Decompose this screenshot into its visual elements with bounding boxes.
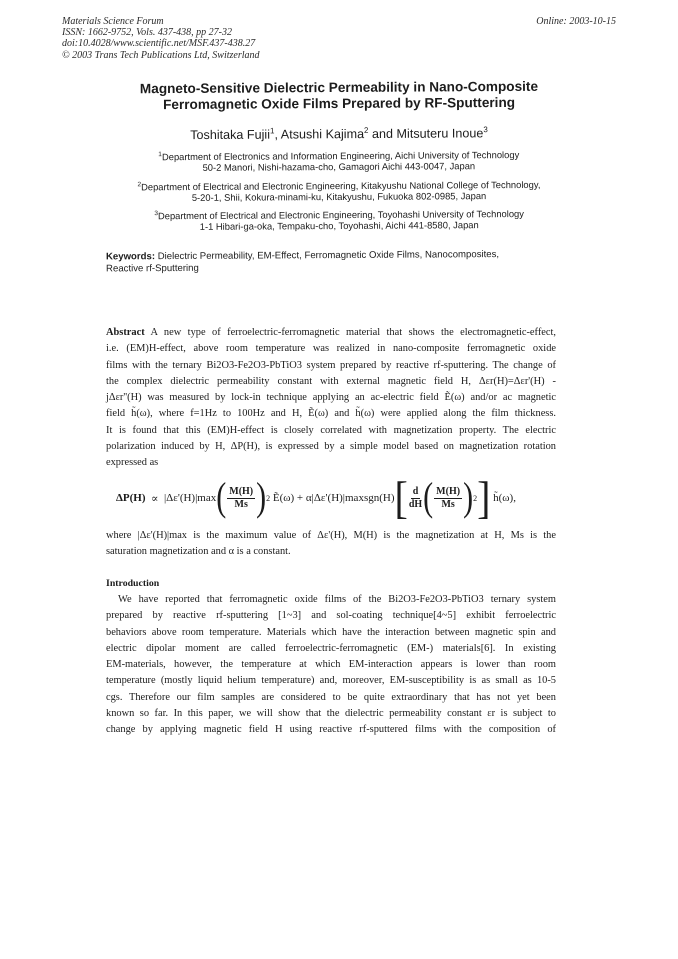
author-separator: and bbox=[368, 126, 397, 142]
paper-title bbox=[60, 78, 618, 112]
author-affil-mark: 2 bbox=[364, 125, 369, 135]
intro-line: change by applying magnetic field H using reactive rf-sputtered films with the composition of bbox=[106, 724, 556, 736]
eq-paren-open: ( bbox=[423, 475, 434, 520]
abstract-line: the complex dielectric permeability constant with external magnetic field H, Δεr(H)=Δεr'(H) - bbox=[106, 375, 556, 387]
eq-paren-close: ) bbox=[463, 475, 474, 520]
eq-bracket-open: [ bbox=[394, 471, 408, 524]
abstract-line: expressed as bbox=[106, 457, 159, 469]
affil-address: 1-1 Hibari-ga-oka, Tempaku-cho, Toyohashi, Aichi 441-8580, Japan bbox=[199, 219, 479, 233]
affil-address: 50-2 Manori, Nishi-hazama-cho, Gamagori Aichi 443-0047, Japan bbox=[202, 160, 476, 174]
affiliation bbox=[60, 205, 618, 233]
intro-line: behaviors above room temperature. Materials which have the interaction between magnetic spin and bbox=[106, 626, 556, 638]
copyright-line: © 2003 Trans Tech Publications Ltd, Switzerland bbox=[62, 49, 260, 61]
intro-line: temperature (mostly liquid helium temperature) and, moreover, EM-susceptibility is as small as 10-5 bbox=[106, 675, 556, 687]
author-name: Toshitaka Fujii bbox=[190, 127, 271, 143]
journal-name: Materials Science Forum bbox=[62, 16, 164, 27]
affiliation bbox=[60, 176, 618, 204]
keywords-label: Keywords: bbox=[105, 251, 156, 263]
eq-efield: Ẽ(ω) + α bbox=[272, 492, 312, 504]
where-line: saturation magnetization and α is a constant. bbox=[106, 546, 291, 558]
author-affil-mark: 1 bbox=[269, 126, 275, 136]
author-list bbox=[60, 124, 618, 143]
eq-paren-close: ) bbox=[256, 475, 267, 520]
eq-frac-num: M(H) bbox=[436, 485, 461, 497]
publication-info bbox=[62, 16, 260, 61]
equation-explanation bbox=[106, 528, 556, 561]
abstract-line: It is found that this (EM)H-effect is closely correlated with magnetization property. The electric bbox=[106, 424, 556, 436]
doi-line: doi:10.4028/www.scientific.net/MSF.437-438.27 bbox=[62, 38, 256, 50]
issn-line: ISSN: 1662-9752, Vols. 437-438, pp 27-32 bbox=[62, 27, 232, 39]
eq-term2: |Δε'(H)|maxsgn(H) bbox=[311, 492, 395, 504]
intro-line: prepared by reactive rf-sputtering [1~3] and sol-coating technique[4~5] exhibit ferroelectric bbox=[106, 610, 556, 622]
where-line: where |Δε'(H)|max is the maximum value of Δε'(H), M(H) is the magnetization at H, Ms is the bbox=[106, 530, 556, 541]
eq-fraction bbox=[434, 486, 462, 511]
author-affil-mark: 3 bbox=[483, 125, 488, 135]
affil-mark: 2 bbox=[137, 180, 142, 188]
affil-dept: Department of Electrical and Electronic Engineering, Kitakyushu National College of Technology, bbox=[141, 178, 541, 192]
abstract-line: Abstract A new type of ferroelectric-ferromagnetic material that shows the electromagnetic-effect, bbox=[106, 327, 556, 338]
abstract-line: polarization induced by H, ΔP(H), is expressed by a simple model based on magnetization rotation bbox=[106, 441, 556, 453]
eq-square: 2 bbox=[473, 493, 478, 503]
abstract-line: i.e. (EM)H-effect, above room temperature was realized in nano-composite ferromagnetic oxide bbox=[106, 343, 556, 355]
author-separator: , bbox=[274, 127, 281, 142]
keywords-text: Dielectric Permeability, EM-Effect, Ferromagnetic Oxide Films, Nanocomposites, bbox=[154, 249, 500, 263]
eq-bracket-close: ] bbox=[477, 471, 491, 524]
online-date: Online: 2003-10-15 bbox=[536, 16, 616, 27]
author-name: Mitsuteru Inoue bbox=[396, 126, 484, 141]
eq-fraction bbox=[227, 486, 255, 511]
introduction-text bbox=[106, 592, 556, 739]
abstract-line: field h̃(ω), where f=1Hz to 100Hz and H, Ẽ(ω) and h̃(ω) were applied along the film thickness. bbox=[106, 408, 556, 420]
abstract bbox=[106, 325, 556, 472]
abstract-line: films with the ternary Bi2O3-Fe2O3-PbTiO3 system prepared by reactive rf-sputtering. The change of bbox=[106, 359, 556, 371]
eq-d-num: d bbox=[412, 485, 419, 497]
affil-mark: 1 bbox=[158, 151, 162, 159]
keywords-block bbox=[106, 249, 576, 275]
affiliation-list bbox=[60, 146, 619, 238]
eq-lhs: ΔP(H) bbox=[116, 492, 146, 504]
eq-frac-num: M(H) bbox=[229, 485, 254, 497]
abstract-line: jΔεr''(H) was measured by lock-in technique applying an ac-electric field Ẽ(ω) and/or ac magnetic bbox=[106, 392, 556, 404]
intro-line: cgs. Therefore our film samples are considered to be quite extraordinary that has not yet been bbox=[106, 691, 556, 703]
intro-line: electric dipolar moment are called ferroelectric-ferromagnetic (EM-) materials[6]. In existing bbox=[106, 642, 556, 654]
eq-d-den: dH bbox=[408, 498, 423, 510]
eq-derivative bbox=[409, 486, 422, 511]
affiliation bbox=[60, 146, 618, 174]
intro-line: EM-materials, however, the temperature at which EM-interaction appears is lower than room bbox=[106, 659, 556, 671]
eq-frac-den: Ms bbox=[441, 498, 455, 510]
affil-mark: 3 bbox=[154, 210, 158, 218]
title-line-2: Ferromagnetic Oxide Films Prepared by RF-Sputtering bbox=[163, 94, 516, 112]
eq-frac-den: Ms bbox=[234, 498, 248, 510]
title-line-1: Magneto-Sensitive Dielectric Permeability in Nano-Composite bbox=[139, 78, 539, 97]
keywords-text: Reactive rf-Sputtering bbox=[106, 262, 199, 275]
intro-line: known so far. In this paper, we will show that the dielectric permeability constant εr is subject to bbox=[106, 708, 556, 720]
eq-term1: |Δε'(H)|max bbox=[163, 492, 217, 504]
abstract-label: Abstract bbox=[106, 327, 145, 338]
eq-hfield: h̃(ω), bbox=[493, 492, 516, 504]
section-heading-introduction: Introduction bbox=[106, 578, 160, 589]
polarization-equation bbox=[116, 472, 576, 524]
eq-proportional: ∝ bbox=[151, 492, 159, 505]
affil-dept: Department of Electronics and Information Engineering, Aichi University of Technology bbox=[161, 149, 520, 163]
author-name: Atsushi Kajima bbox=[280, 127, 365, 142]
affil-address: 5-20-1, Shii, Kokura-minami-ku, Kitakyushu, Fukuoka 802-0985, Japan bbox=[191, 189, 487, 203]
intro-line: We have reported that ferromagnetic oxide films of the Bi2O3-Fe2O3-PbTiO3 ternary system bbox=[118, 594, 556, 605]
eq-paren-open: ( bbox=[216, 475, 227, 520]
affil-dept: Department of Electrical and Electronic Engineering, Toyohashi University of Technology bbox=[157, 208, 524, 222]
eq-square: 2 bbox=[266, 493, 271, 503]
